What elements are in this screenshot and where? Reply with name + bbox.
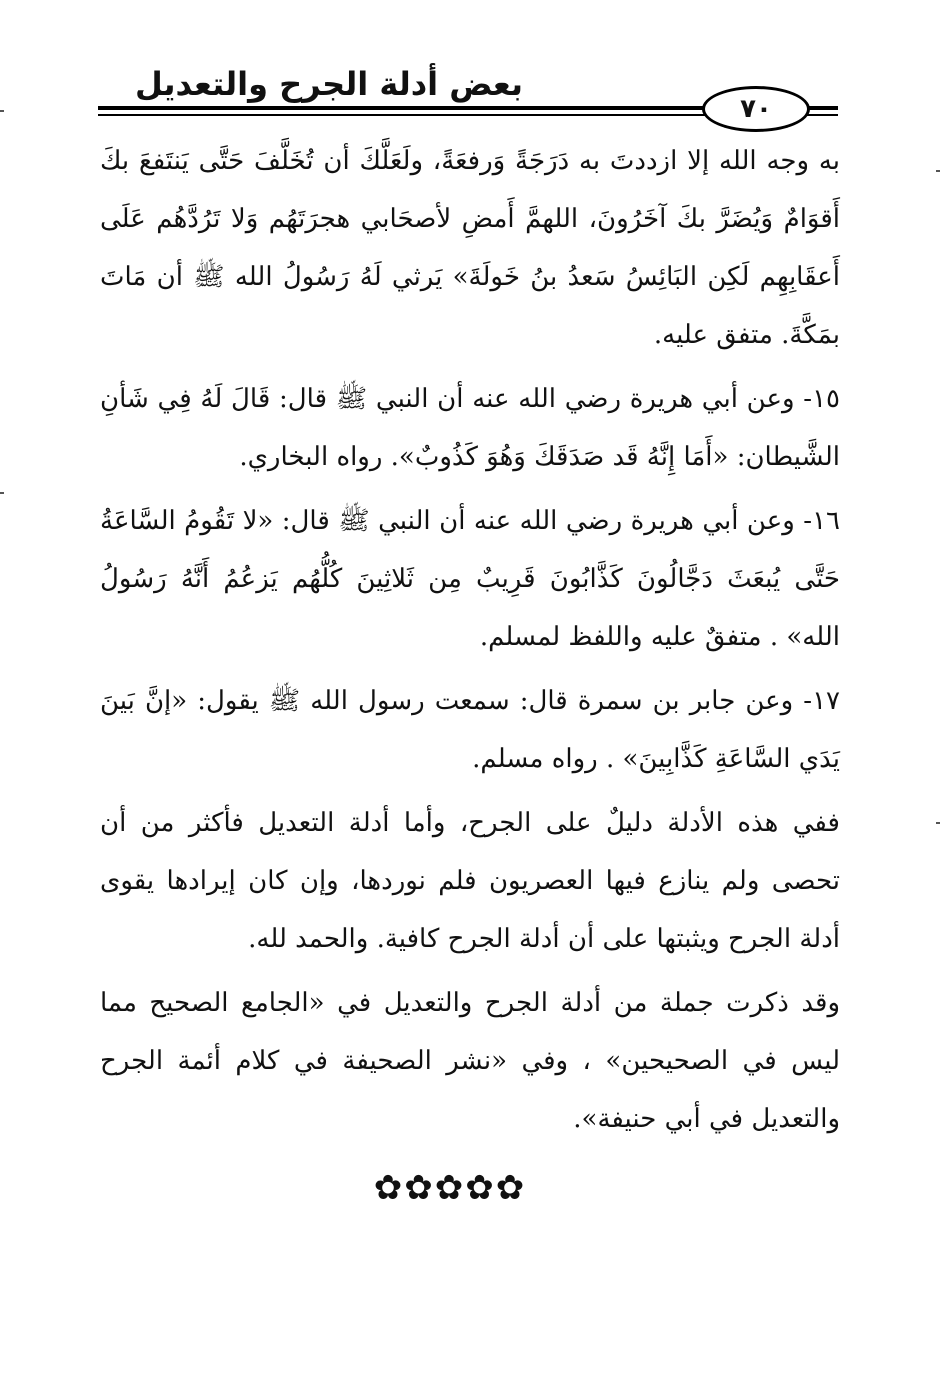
page-number: ٧٠	[702, 86, 810, 132]
header-rule-thick	[98, 106, 708, 110]
page-header	[98, 62, 838, 122]
page-body	[100, 132, 840, 1154]
paragraph-hadith-continuation: به وجه الله إلا ازددتَ به دَرَجَةً وَرفعَةً، ولَعَلَّكَ أن تُخَلَّفَ حَتَّى يَنتَفعَ بكَ أَقوَامٌ وَيُضَرَّ بكَ آخَرُونَ، اللهمَّ أَمضِ لأصحَابي هجرَتَهُم وَلا تَرُدَّهُم عَلَى أَعقَابِهِم لَكِن البَائِسُ سَعدُ بنُ خَولَةَ» يَرثي لَهُ رَسُولُ الله ﷺ أن مَاتَ بمَكَّةَ. متفق عليه.	[100, 146, 841, 350]
margin-mark	[0, 110, 4, 112]
margin-mark	[936, 170, 940, 172]
section-end-ornament: ✿✿✿✿✿	[373, 1168, 527, 1208]
paragraph-hadith-16: ١٦- وعن أبي هريرة رضي الله عنه أن النبي ﷺ قال: «لا تَقُومُ السَّاعَةُ حَتَّى يُبعَثَ دَجَّالُونَ كَذَّابُونَ قَرِيبٌ مِن ثَلاثِينَ كُلُّهُم يَزعُمُ أَنَّهُ رَسُولُ الله» . متفقٌ عليه واللفظ لمسلم.	[100, 506, 840, 652]
running-title: بعض أدلة الجرح والتعديل	[134, 65, 523, 103]
margin-mark	[936, 822, 940, 824]
header-rule-thin	[98, 114, 708, 116]
margin-mark	[0, 492, 4, 494]
paragraph-conclusion: ففي هذه الأدلة دليلٌ على الجرح، وأما أدلة التعديل فأكثر من أن تحصى ولم ينازع فيها العصريون فلم نوردها، وإن كان إيرادها يقوى أدلة الجرح ويثبتها على أن أدلة الجرح كافية. والحمد لله.	[100, 808, 840, 954]
paragraph-hadith-17: ١٧- وعن جابر بن سمرة قال: سمعت رسول الله ﷺ يقول: «إنَّ بَينَ يَدَي السَّاعَةِ كَذَّابِينَ» . رواه مسلم.	[100, 686, 840, 774]
paragraph-references: وقد ذكرت جملة من أدلة الجرح والتعديل في «الجامع الصحيح مما ليس في الصحيحين» ، وفي «نشر الصحيفة في كلام أئمة الجرح والتعديل في أبي حنيفة».	[100, 988, 840, 1134]
paragraph-hadith-15: ١٥- وعن أبي هريرة رضي الله عنه أن النبي ﷺ قال: قَالَ لَهُ فِي شَأنِ الشَّيطان: «أَمَا إِنَّهُ قَد صَدَقَكَ وَهُوَ كَذُوبٌ». رواه البخاري.	[100, 384, 840, 472]
